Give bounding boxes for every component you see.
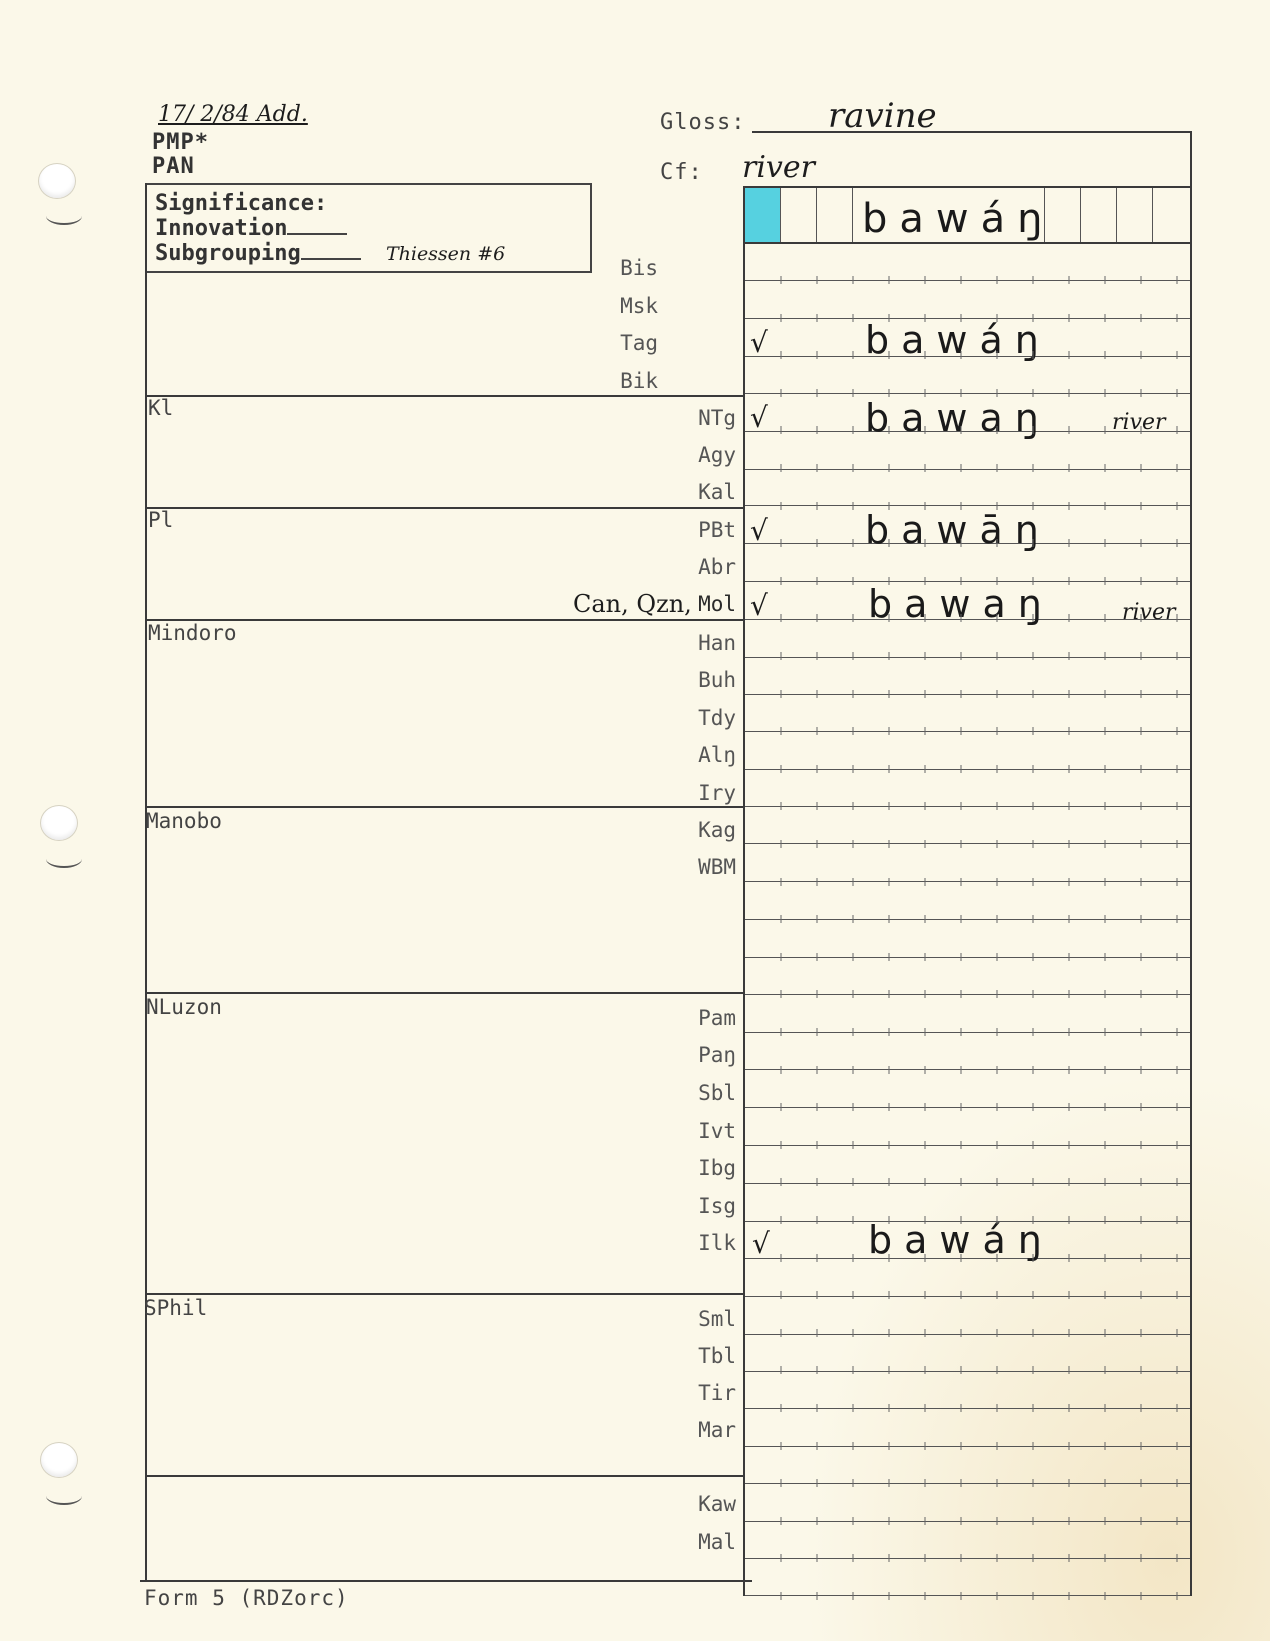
- frame-bottom-border: [140, 1580, 752, 1582]
- main-form: bawáŋ: [862, 196, 1055, 242]
- check-mark-ntg: √: [750, 401, 768, 434]
- lang-pag: Paŋ: [698, 1043, 736, 1067]
- region-label-sphil: SPhil: [144, 1296, 208, 1320]
- lang-tbl: Tbl: [698, 1344, 736, 1368]
- entry-cell[interactable]: [781, 188, 817, 242]
- binder-hole-bottom-arc: [46, 1487, 82, 1505]
- lang-abr: Abr: [698, 555, 736, 579]
- lang-ilk: Ilk: [698, 1231, 736, 1255]
- check-mark-pbt: √: [750, 514, 768, 547]
- region-divider-sphil: [145, 1293, 745, 1295]
- innovation-blank[interactable]: [287, 229, 347, 235]
- lang-kaw: Kaw: [698, 1492, 736, 1516]
- first-row-bottom-rule: [745, 242, 1192, 244]
- lang-tdy: Tdy: [698, 706, 736, 730]
- lang-pbt: PBt: [698, 518, 736, 542]
- subgrouping-note: Thiessen #6: [385, 243, 506, 265]
- lang-pam: Pam: [698, 1006, 736, 1030]
- check-mark-tag: √: [750, 326, 768, 359]
- region-label-nluzon: NLuzon: [146, 995, 222, 1019]
- lang-mol: Mol: [698, 592, 736, 616]
- cf-value: river: [742, 150, 815, 185]
- region-divider-nluzon: [145, 992, 745, 994]
- pmp-label: PMP*: [152, 130, 209, 155]
- gloss-value: ravine: [828, 96, 937, 136]
- lang-ntg: NTg: [698, 406, 736, 430]
- lang-agy: Agy: [698, 443, 736, 467]
- lang-iry: Iry: [698, 781, 736, 805]
- entry-cell[interactable]: [817, 188, 853, 242]
- mol-prefix-note: Can, Qzn,: [573, 590, 692, 618]
- cf-label: Cf:: [660, 160, 703, 185]
- lang-isg: Isg: [698, 1194, 736, 1218]
- entry-cell[interactable]: [1081, 188, 1117, 242]
- region-label-mindoro: Mindoro: [148, 621, 237, 645]
- lang-kal: Kal: [698, 480, 736, 504]
- frame-left-border: [145, 183, 147, 1582]
- region-divider-kl: [145, 395, 745, 397]
- region-label-manobo: Manobo: [146, 809, 222, 833]
- lang-bik: Bik: [620, 369, 658, 393]
- form-tag: bawáŋ: [865, 318, 1051, 362]
- binder-hole-top: [38, 163, 76, 199]
- lang-kag: Kag: [698, 818, 736, 842]
- lang-tir: Tir: [698, 1381, 736, 1405]
- lang-mar: Mar: [698, 1418, 736, 1442]
- subgrouping-row: [147, 241, 590, 267]
- gloss-ntg: river: [1112, 410, 1166, 435]
- entry-cell[interactable]: [1153, 188, 1189, 242]
- highlight-cell: [745, 188, 781, 242]
- gloss-label: Gloss:: [660, 110, 746, 135]
- significance-box: [145, 183, 592, 273]
- entry-cell[interactable]: [1117, 188, 1153, 242]
- form-ntg: bawaŋ: [865, 396, 1051, 440]
- check-mark-mol: √: [750, 589, 768, 622]
- lang-mal: Mal: [698, 1530, 736, 1554]
- lang-buh: Buh: [698, 668, 736, 692]
- innovation-row: [147, 216, 590, 241]
- lang-alg: Alŋ: [698, 743, 736, 767]
- region-divider-other: [145, 1475, 745, 1477]
- lang-wbm: WBM: [698, 855, 736, 879]
- subgrouping-blank[interactable]: [301, 254, 361, 260]
- binder-hole-top-arc: [46, 207, 82, 225]
- binder-hole-middle: [40, 805, 78, 841]
- lang-tag: Tag: [620, 331, 658, 355]
- form-ilk: bawáŋ: [868, 1218, 1054, 1262]
- significance-title: Significance:: [155, 191, 328, 216]
- subgrouping-label: Subgrouping: [155, 241, 301, 266]
- check-mark-ilk: √: [752, 1227, 770, 1260]
- gloss-underline: [752, 131, 1192, 133]
- region-label-kl: Kl: [148, 396, 174, 420]
- form-mol: bawaŋ: [868, 582, 1054, 626]
- form-footer: Form 5 (RDZorc): [144, 1586, 349, 1610]
- row-tick-marks: [745, 270, 1192, 1600]
- region-divider-manobo: [145, 806, 745, 808]
- lang-msk: Msk: [620, 294, 658, 318]
- lang-sbl: Sbl: [698, 1081, 736, 1105]
- lang-bis: Bis: [620, 256, 658, 280]
- innovation-label: Innovation: [155, 216, 288, 241]
- region-divider-pl: [145, 507, 745, 509]
- lang-han: Han: [698, 631, 736, 655]
- binder-hole-bottom: [40, 1442, 78, 1478]
- lang-ivt: Ivt: [698, 1119, 736, 1143]
- binder-hole-middle-arc: [46, 850, 82, 868]
- lang-ibg: Ibg: [698, 1156, 736, 1180]
- pan-label: PAN: [152, 154, 195, 179]
- lang-sml: Sml: [698, 1307, 736, 1331]
- form-pbt: bawāŋ: [865, 508, 1051, 552]
- gloss-mol: river: [1122, 600, 1176, 625]
- region-label-pl: Pl: [148, 508, 174, 532]
- date-note: 17/ 2/84 Add.: [158, 102, 308, 127]
